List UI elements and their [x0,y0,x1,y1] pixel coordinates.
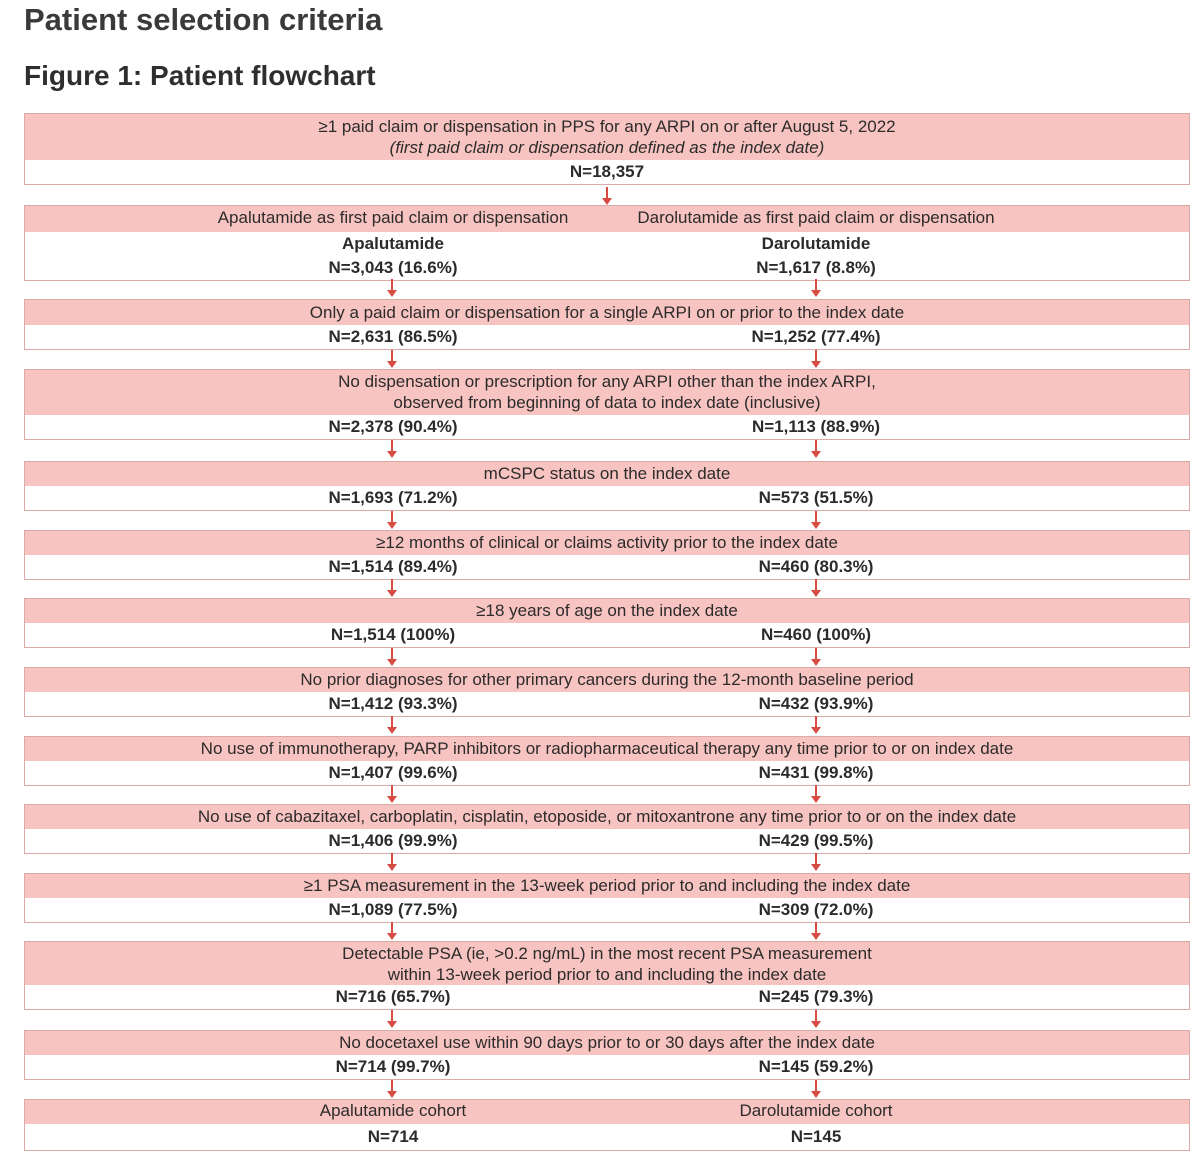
arrow-down-icon [601,187,613,207]
stage-step-4 [24,530,1190,580]
arrow-down-icon [386,511,398,531]
arrow-down-icon [386,1080,398,1100]
arrow-down-icon [386,716,398,736]
step-right-n: N=432 (93.9%) [758,694,874,713]
arrow-down-icon [386,648,398,668]
stage-step-8 [24,804,1190,854]
split-right-label: Darolutamide as first paid claim or dispensation [637,208,995,227]
arrow-down-icon [810,716,822,736]
arrow-down-icon [386,279,398,299]
step-left-n: N=1,514 (100%) [330,625,456,644]
step-n-row [25,761,1189,785]
step-left-n: N=1,412 (93.3%) [328,694,458,713]
arrow-down-icon [810,1010,822,1030]
step-n-row [25,898,1189,922]
arrow-down-icon [386,853,398,873]
stage-step-5 [24,598,1190,648]
initial-criterion-line1: ≥1 paid claim or dispensation in PPS for any ARPI on or after August 5, 2022 [318,117,896,136]
stage-step-11 [24,1030,1190,1080]
step-n-row [25,415,1189,439]
step-criterion-box [25,370,1189,415]
split-left-name: Apalutamide [341,234,445,253]
split-labels-box [25,206,1189,232]
arrow-down-icon [810,648,822,668]
step-criterion: No docetaxel use within 90 days prior to or 30 days after the index date [339,1033,875,1052]
step-criterion-box [25,599,1189,623]
initial-criterion-line2: (first paid claim or dispensation defined as the index date) [389,138,825,157]
step-criterion-box [25,462,1189,486]
step-left-n: N=1,406 (99.9%) [328,831,458,850]
step-criterion: mCSPC status on the index date [483,464,731,483]
step-criterion-box [25,942,1189,985]
arrow-down-icon [386,785,398,805]
arrow-down-icon [810,853,822,873]
step-criterion: ≥1 PSA measurement in the 13-week period prior to and including the index date [303,876,911,895]
step-n-row [25,555,1189,579]
initial-criterion-box [25,114,1189,160]
step-n-row [25,692,1189,716]
step-criterion-box [25,805,1189,829]
step-right-n: N=573 (51.5%) [758,488,874,507]
step-n-row [25,985,1189,1009]
step-left-n: N=1,514 (89.4%) [328,557,458,576]
stage-final-cohorts [24,1099,1190,1151]
step-n-row [25,829,1189,853]
split-left-label: Apalutamide as first paid claim or dispensation [217,208,569,227]
step-right-n: N=460 (100%) [760,625,872,644]
step-criterion-box [25,531,1189,555]
stage-step-3 [24,461,1190,511]
step-criterion-box [25,1031,1189,1055]
step-criterion-box [25,874,1189,898]
step-n-row [25,623,1189,647]
step-criterion: Detectable PSA (ie, >0.2 ng/mL) in the most recent PSA measurement [342,944,872,963]
step-left-n: N=716 (65.7%) [335,987,451,1006]
step-right-n: N=431 (99.8%) [758,763,874,782]
step-criterion: No dispensation or prescription for any ARPI other than the index ARPI, [338,372,876,391]
arrow-down-icon [386,1010,398,1030]
arrow-down-icon [810,922,822,942]
stage-step-2 [24,369,1190,440]
stage-step-10 [24,941,1190,1010]
step-criterion: ≥18 years of age on the index date [476,601,738,620]
stage-initial [24,113,1190,185]
step-right-n: N=460 (80.3%) [758,557,874,576]
step-criterion-line2: observed from beginning of data to index date (inclusive) [393,393,821,412]
step-left-n: N=1,693 (71.2%) [328,488,458,507]
step-right-n: N=245 (79.3%) [758,987,874,1006]
split-left-n: N=3,043 (16.6%) [328,258,458,277]
final-left-label: Apalutamide cohort [319,1101,467,1120]
arrow-down-icon [386,922,398,942]
arrow-down-icon [386,440,398,460]
step-left-n: N=1,089 (77.5%) [328,900,458,919]
split-right-name: Darolutamide [761,234,871,253]
step-right-n: N=1,252 (77.4%) [751,327,881,346]
final-left-n: N=714 [367,1127,419,1146]
stage-step-9 [24,873,1190,923]
arrow-down-icon [810,440,822,460]
arrow-down-icon [810,350,822,370]
step-left-n: N=2,631 (86.5%) [328,327,458,346]
step-criterion: No prior diagnoses for other primary cancers during the 12-month baseline period [300,670,914,689]
split-n-row [25,256,1189,280]
step-criterion-box [25,668,1189,692]
step-left-n: N=2,378 (90.4%) [328,417,458,436]
final-labels-box [25,1100,1189,1124]
step-criterion: ≥12 months of clinical or claims activity prior to the index date [376,533,838,552]
stage-split [24,205,1190,281]
step-right-n: N=429 (99.5%) [758,831,874,850]
arrow-down-icon [810,511,822,531]
arrow-down-icon [386,350,398,370]
step-n-row [25,486,1189,510]
step-criterion: Only a paid claim or dispensation for a single ARPI on or prior to the index date [309,303,905,322]
arrow-down-icon [810,785,822,805]
step-criterion-line2: within 13-week period prior to and including the index date [387,965,827,984]
step-right-n: N=1,113 (88.9%) [751,417,881,436]
initial-n: N=18,357 [569,162,645,181]
step-right-n: N=145 (59.2%) [758,1057,874,1076]
final-right-n: N=145 [790,1127,842,1146]
stage-step-7 [24,736,1190,786]
step-n-row [25,325,1189,349]
arrow-down-icon [810,1080,822,1100]
arrow-down-icon [386,579,398,599]
step-left-n: N=1,407 (99.6%) [328,763,458,782]
section-title: Patient selection criteria [24,2,383,37]
figure-title: Figure 1: Patient flowchart [24,60,376,91]
final-right-label: Darolutamide cohort [739,1101,893,1120]
arrow-down-icon [810,579,822,599]
step-left-n: N=714 (99.7%) [335,1057,451,1076]
step-right-n: N=309 (72.0%) [758,900,874,919]
split-names-row [25,232,1189,256]
step-criterion-box [25,300,1189,325]
step-criterion-box [25,737,1189,761]
split-right-n: N=1,617 (8.8%) [756,258,876,277]
final-n-row [25,1124,1189,1150]
stage-step-1 [24,299,1190,350]
arrow-down-icon [810,279,822,299]
step-n-row [25,1055,1189,1079]
step-criterion: No use of cabazitaxel, carboplatin, cisplatin, etoposide, or mitoxantrone any time prior to or on the index date [197,807,1017,826]
stage-step-6 [24,667,1190,717]
step-criterion: No use of immunotherapy, PARP inhibitors or radiopharmaceutical therapy any time prior to or on index date [200,739,1014,758]
